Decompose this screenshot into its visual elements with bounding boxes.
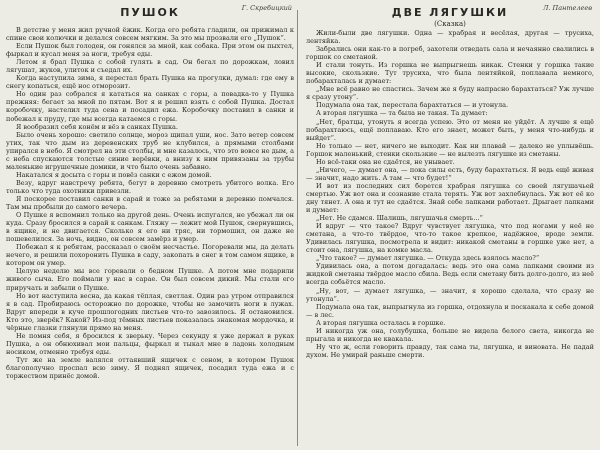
paragraph: И никогда уж она, голубушка, больше не видела белого света, никогда не прыгала и никогда не квакала. — [306, 326, 594, 343]
story-header — [306, 4, 594, 26]
paragraph: Но всё-таки она не сдаётся, не унывает. — [316, 157, 455, 166]
story-author: Л. Пантелеев — [542, 4, 592, 12]
paragraph: „Что такое? — думает лягушка. — Откуда здесь взялось масло?“ — [316, 254, 540, 263]
story-title: ДВЕ ЛЯГУШКИ — [391, 6, 509, 19]
paragraph: А вторая лягушка осталась в горшке. — [316, 318, 446, 327]
story-header — [6, 4, 294, 26]
paragraph: Но один раз собрался я кататься на санках с горы, а повадка-то у Пушка прежняя: бегает за мной по пятам. Вот я и решил взять с собой Пушка. Достал коробочку, настелил туда сена и посадил ежа. Коробочку поставил в санки и побежал к пруду, где мы всегда катаемся с горы. — [6, 90, 294, 123]
story-column-right — [306, 4, 594, 448]
paragraph: Жили-были две лягушки. Одна — храбрая и весёлая, другая — трусиха, лентяйка. — [306, 29, 594, 46]
paragraph: В детстве у меня жил ручной ёжик. Когда его ребята гладили, он прижимал к спине свои колючки и делался совсем мягким. За это мы прозвали его „Пушок“. — [6, 26, 294, 43]
paragraph: Когда наступила зима, я перестал брать Пушка на прогулки, думал: где ему в снегу копаться, ещё нос отморозит. — [6, 74, 294, 91]
story-author: Г. Скребицкий — [241, 4, 292, 12]
story-text — [6, 26, 294, 380]
paragraph: Тут же на земле валялся оттаявший ящичек с сеном, в котором Пушок благополучно проспал всю зиму. Я поднял ящичек, посадил туда ежа и с торжеством принёс домой. — [6, 355, 294, 381]
story-title: ПУШОК — [120, 6, 180, 19]
paragraph: Если Пушок был голоден, он гонялся за мной, как собака. При этом он пыхтел, фыркал и кусал меня за ноги, требуя еды. — [6, 42, 294, 59]
paragraph: „Ну, вот, — думает лягушка, — значит, я хорошо сделала, что сразу не утонула“. — [306, 286, 594, 303]
paragraph: И стали тонуть. Из горшка не выпрыгнешь никак. Стенки у горшка такие высокие, скользкие. Тут трусиха, что была лентяйкой, поплавала немного, побарахталась и думает: — [306, 61, 594, 86]
paragraph: Подумала она так, перестала барахтаться — и утонула. — [316, 101, 509, 110]
paragraph: Целую неделю мы все горевали о бедном Пушке. А потом мне подарили живого сыча. Его поймали у нас в сарае. Он был совсем дикий. Мы стали его приручать и забыли о Пушке. — [6, 267, 294, 292]
paragraph: И вдруг — что такое? Вдруг чувствует лягушка, что под ногами у неё не сметана, а что-то твёрдое, что-то такое крепкое, надёжное, вроде земли. Удивилась лягушка, посмотрела и видит: никакой сметаны в горшке уже нет, а стоит она, лягушка, на комке масла. — [306, 222, 594, 255]
story-text — [306, 29, 594, 359]
paragraph: „Нет. Не сдамся. Шалишь, лягушачья смерть...“ — [316, 214, 483, 223]
paragraph: И вот из последних сил борется храбрая лягушка со своей лягушачьей смертью. Уж вот она и сознание стала терять. Уж вот захлебнулась. Уж вот её ко дну тянет. А она и тут не сдаётся. Знай себе лапками работает. Дрыгает лапками и думает: — [306, 181, 594, 215]
paragraph: Удивилась она, а потом догадалась: ведь это она сама лапками своими из жидкой сметаны твёрдое масло сбила. Ведь если сметану бить долго-долго, из неё всегда собьётся масло. — [306, 262, 594, 287]
paragraph: Я вообразил себя конём и вёз в санках Пушка. — [16, 122, 178, 131]
paragraph: Но только — нет, ничего не выходит. Как ни плавай — далеко не уплывёшь. Горшок маленький, стенки скользкие — не вылезть лягушке из сметаны. — [306, 141, 594, 158]
paragraph: Я поскорее поставил санки в сарай и тоже за ребятами в деревню помчался. Там мы пробыли до самого вечера. — [6, 194, 294, 212]
paragraph: Но вот наступила весна, да какая тёплая, светлая. Один раз утром отправился я в сад. Пробираюсь осторожно по дорожке, чтобы не замочить ноги в лужах. Вдруг впереди в куче прошлогодних листьев что-то завозилось. Я остановился. Кто это, зверёк? Какой? Из-под тёмных листьев показалась знакомая мордочка, и чёрные глазки глянули прямо на меня. — [6, 291, 294, 332]
paragraph: Побежал я к ребятам, рассказал о своём несчастье. Погоревали мы, да делать нечего, и решили похоронить Пушка в саду, закопать в снег в том самом ящике, в котором он умер. — [6, 243, 294, 268]
paragraph: Не помня себя, я бросился к зверьку. Через секунду я уже держал в руках Пушка, а он обнюхивал мои пальцы, фыркал и тыкал мне в ладонь холодным носиком, отменно требуя еды. — [6, 331, 294, 356]
paragraph: Накатался я досыта с горы и повёз санки с ежом домой. — [16, 170, 212, 179]
paragraph: „Мне всё равно не спастись. Зачем же я буду напрасно барахтаться? Уж лучше я сразу утону“. — [306, 85, 594, 102]
paragraph: Подумала она так, выпрыгнула из горшка, отдохнула и поскакала к себе домой — в лес. — [306, 302, 594, 319]
story-subtitle: (Сказка) — [434, 20, 466, 28]
story-column-left — [6, 4, 294, 448]
paragraph: Было очень хорошо: светило солнце, мороз щипал уши, нос. Зато ветер совсем утих, так что дым из деревенских труб не клубился, а прямыми столбами упирался в небо. Я смотрел на эти столбы, и мне казалось, что это вовсе не дым, а с неба спускаются толстые синие верёвки, а внизу к ним привязаны за трубы маленькие игрушечные домики, и что было очень забавно. — [6, 130, 294, 171]
paragraph: Забрались они как-то в погреб, захотели отведать сала и нечаянно свалились в горшок со сметаной. — [306, 45, 594, 62]
paragraph: Ну что ж, если говорить правду, так сама ты, лягушка, и виновата. Не падай духом. Не умирай раньше смерти. — [306, 342, 594, 359]
paragraph: Везу, вдруг навстречу ребята, бегут в деревню смотреть убитого волка. Его только что туда охотники привезли. — [6, 178, 294, 195]
paragraph: Летом я брал Пушка с собой гулять в сад. Он бегал по дорожкам, ловил лягушат, жуков, улиток и съедал их. — [6, 58, 294, 75]
column-divider — [297, 10, 298, 446]
paragraph: „Нет, братцы, утонуть я всегда успею. Это от меня не уйдёт. А лучше я ещё побарахтаюсь, ещё поплаваю. Кто его знает, может быть, у меня что-нибудь и выйдет“. — [306, 117, 594, 142]
paragraph: „Ничего, — думает она, — пока силы есть, буду барахтаться. Я ведь ещё живая — значит, надо жить. А там — что будет!“ — [306, 165, 594, 182]
paragraph: О Пушке я вспомнил только на другой день. Очень испугался, не убежал ли он куда. Сразу бросился в сарай к санкам. Гляжу — лежит мой Пушок, свернувшись, в ящике, и не двигается. Сколько я его ни тряс, ни тормошил, он даже не пошевелился. За ночь, видно, он совсем замёрз и умер. — [6, 211, 294, 244]
paragraph: А вторая лягушка — та была не такая. Та думает: — [316, 109, 488, 118]
